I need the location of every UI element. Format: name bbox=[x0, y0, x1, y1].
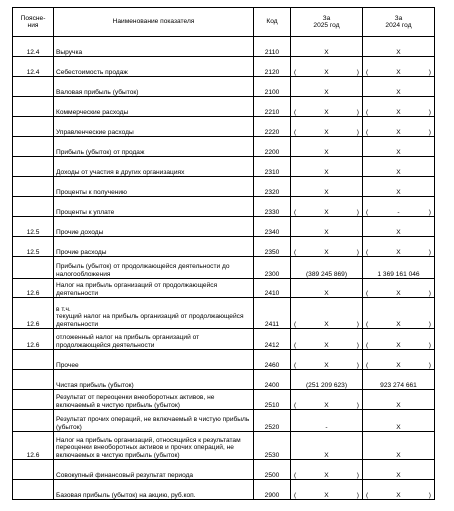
row-name: Коммерческие расходы bbox=[54, 97, 254, 117]
row-code: 2411 bbox=[254, 298, 291, 329]
close-paren: ) bbox=[428, 108, 431, 116]
open-paren: ( bbox=[294, 128, 297, 136]
row-name: Чистая прибыль (убыток) bbox=[54, 370, 254, 390]
open-paren: ( bbox=[366, 361, 369, 369]
open-paren: ( bbox=[294, 401, 297, 409]
close-paren: ) bbox=[428, 128, 431, 136]
header-year-2025: За 2025 год bbox=[291, 8, 363, 37]
table-row bbox=[13, 329, 435, 350]
row-value-2025-value: X bbox=[324, 68, 329, 76]
table-row bbox=[13, 177, 435, 197]
row-code: 2330 bbox=[254, 197, 291, 217]
open-paren: ( bbox=[294, 108, 297, 116]
row-value-2025-value: X bbox=[324, 188, 329, 196]
close-paren: ) bbox=[356, 128, 359, 136]
header-code: Код bbox=[254, 8, 291, 37]
row-value-2025-value: X bbox=[324, 148, 329, 156]
row-value-2025 bbox=[291, 480, 363, 500]
table-header bbox=[13, 8, 435, 37]
row-name: в т.ч. текущий налог на прибыль организаций от продолжающейся деятельности bbox=[54, 298, 254, 329]
row-value-2025-value: X bbox=[324, 289, 329, 297]
row-value-2025-value: X bbox=[324, 48, 329, 56]
row-name: Совокупный финансовый результат периода bbox=[54, 460, 254, 480]
row-value-2025-value: X bbox=[324, 341, 329, 349]
open-paren: ( bbox=[366, 108, 369, 116]
row-value-2025 bbox=[291, 279, 363, 298]
row-value-2025 bbox=[291, 37, 363, 57]
row-value-2025 bbox=[291, 217, 363, 237]
open-paren: ( bbox=[366, 208, 369, 216]
row-name: Результат прочих операций, не включаемый в чистую прибыль (убыток) bbox=[54, 410, 254, 432]
row-value-2025 bbox=[291, 410, 363, 432]
row-note bbox=[13, 137, 54, 157]
row-value-2025 bbox=[291, 117, 363, 137]
row-value-2024-value: X bbox=[396, 148, 401, 156]
row-value-2024-value: X bbox=[396, 168, 401, 176]
row-value-2024 bbox=[363, 279, 435, 298]
header-year-2024: За 2024 год bbox=[363, 8, 435, 37]
open-paren: ( bbox=[366, 320, 369, 328]
close-paren: ) bbox=[356, 401, 359, 409]
row-code: 2220 bbox=[254, 117, 291, 137]
row-value-2024 bbox=[363, 390, 435, 410]
row-value-2024-value: - bbox=[397, 208, 400, 216]
row-value-2024 bbox=[363, 137, 435, 157]
table-row bbox=[13, 432, 435, 460]
row-value-2024 bbox=[363, 257, 435, 279]
open-paren: ( bbox=[294, 320, 297, 328]
row-value-2024 bbox=[363, 177, 435, 197]
row-name: Прочие доходы bbox=[54, 217, 254, 237]
row-value-2025 bbox=[291, 390, 363, 410]
row-value-2025 bbox=[291, 177, 363, 197]
row-value-2024-value: X bbox=[396, 491, 401, 499]
row-note bbox=[13, 370, 54, 390]
row-name: Налог на прибыль организаций от продолжающейся деятельности bbox=[54, 279, 254, 298]
row-value-2024-value: X bbox=[396, 423, 401, 431]
table-row bbox=[13, 350, 435, 370]
row-value-2024 bbox=[363, 460, 435, 480]
row-name: Проценты к получению bbox=[54, 177, 254, 197]
row-code: 2530 bbox=[254, 432, 291, 460]
row-value-2025-value: X bbox=[324, 128, 329, 136]
row-value-2025 bbox=[291, 370, 363, 390]
row-value-2024-value: X bbox=[396, 341, 401, 349]
row-value-2024 bbox=[363, 197, 435, 217]
row-name: Прибыль (убыток) от продолжающейся деятельности до налогообложения bbox=[54, 257, 254, 279]
table-row bbox=[13, 390, 435, 410]
row-value-2025-value: X bbox=[324, 248, 329, 256]
row-value-2024-value: X bbox=[396, 320, 401, 328]
close-paren: ) bbox=[356, 471, 359, 479]
row-value-2024-value: X bbox=[396, 289, 401, 297]
open-paren: ( bbox=[366, 68, 369, 76]
row-note: 12.4 bbox=[13, 57, 54, 77]
row-code: 2310 bbox=[254, 157, 291, 177]
table-row bbox=[13, 137, 435, 157]
row-code: 2412 bbox=[254, 329, 291, 350]
row-name: Себестоимость продаж bbox=[54, 57, 254, 77]
row-code: 2320 bbox=[254, 177, 291, 197]
row-value-2024-value: X bbox=[396, 68, 401, 76]
row-code: 2350 bbox=[254, 237, 291, 257]
row-value-2025-value: X bbox=[324, 361, 329, 369]
row-value-2024-value: 1 369 161 046 bbox=[377, 270, 420, 278]
row-name: Управленческие расходы bbox=[54, 117, 254, 137]
row-note bbox=[13, 157, 54, 177]
row-name: отложенный налог на прибыль организаций от продолжающейся деятельности bbox=[54, 329, 254, 350]
row-note bbox=[13, 197, 54, 217]
row-code: 2410 bbox=[254, 279, 291, 298]
row-value-2025-value: X bbox=[324, 108, 329, 116]
close-paren: ) bbox=[356, 341, 359, 349]
row-value-2025 bbox=[291, 97, 363, 117]
row-value-2024-value: X bbox=[396, 188, 401, 196]
row-value-2025-value: X bbox=[324, 88, 329, 96]
row-value-2024-value: 923 274 661 bbox=[380, 381, 417, 389]
close-paren: ) bbox=[356, 68, 359, 76]
row-code: 2100 bbox=[254, 77, 291, 97]
row-value-2024 bbox=[363, 298, 435, 329]
row-note bbox=[13, 177, 54, 197]
row-value-2024 bbox=[363, 157, 435, 177]
header-name: Наименование показателя bbox=[54, 8, 254, 37]
row-name: Базовая прибыль (убыток) на акцию, руб.коп. bbox=[54, 480, 254, 500]
row-value-2024-value: X bbox=[396, 48, 401, 56]
row-value-2024 bbox=[363, 57, 435, 77]
row-note: 12.4 bbox=[13, 37, 54, 57]
row-value-2024-value: X bbox=[396, 401, 401, 409]
row-code: 2110 bbox=[254, 37, 291, 57]
table-row bbox=[13, 157, 435, 177]
row-value-2025-value: (389 245 869) bbox=[305, 270, 348, 278]
row-code: 2500 bbox=[254, 460, 291, 480]
row-name: Прибыль (убыток) от продаж bbox=[54, 137, 254, 157]
table-body bbox=[13, 37, 435, 500]
row-value-2025 bbox=[291, 237, 363, 257]
table-row bbox=[13, 217, 435, 237]
row-value-2024-value: X bbox=[396, 248, 401, 256]
row-value-2024-value: X bbox=[396, 108, 401, 116]
row-value-2025 bbox=[291, 77, 363, 97]
open-paren: ( bbox=[294, 471, 297, 479]
row-value-2024 bbox=[363, 37, 435, 57]
row-note bbox=[13, 117, 54, 137]
row-note: 12.6 bbox=[13, 298, 54, 329]
row-note: 12.5 bbox=[13, 237, 54, 257]
table-row bbox=[13, 197, 435, 217]
table-row bbox=[13, 117, 435, 137]
row-note: 12.5 bbox=[13, 217, 54, 237]
row-value-2024 bbox=[363, 97, 435, 117]
row-note bbox=[13, 257, 54, 279]
row-value-2025 bbox=[291, 432, 363, 460]
row-value-2024 bbox=[363, 77, 435, 97]
close-paren: ) bbox=[356, 248, 359, 256]
row-value-2025-value: (251 209 623) bbox=[305, 381, 348, 389]
row-value-2025-value: X bbox=[324, 228, 329, 236]
close-paren: ) bbox=[428, 289, 431, 297]
table-row bbox=[13, 298, 435, 329]
row-note: 12.6 bbox=[13, 279, 54, 298]
open-paren: ( bbox=[366, 491, 369, 499]
income-statement-table bbox=[12, 7, 435, 500]
open-paren: ( bbox=[294, 68, 297, 76]
table-row bbox=[13, 97, 435, 117]
row-value-2024 bbox=[363, 117, 435, 137]
row-value-2025 bbox=[291, 460, 363, 480]
open-paren: ( bbox=[294, 248, 297, 256]
row-code: 2900 bbox=[254, 480, 291, 500]
row-value-2024-value: X bbox=[396, 228, 401, 236]
row-code: 2340 bbox=[254, 217, 291, 237]
row-value-2024 bbox=[363, 350, 435, 370]
row-code: 2200 bbox=[254, 137, 291, 157]
row-value-2025 bbox=[291, 350, 363, 370]
row-value-2024 bbox=[363, 329, 435, 350]
close-paren: ) bbox=[356, 361, 359, 369]
row-value-2025-value: X bbox=[324, 451, 329, 459]
header-note: Поясне- ния bbox=[13, 8, 54, 37]
row-value-2025-value: X bbox=[324, 491, 329, 499]
row-value-2025 bbox=[291, 197, 363, 217]
row-value-2025 bbox=[291, 57, 363, 77]
row-value-2025-value: X bbox=[324, 208, 329, 216]
close-paren: ) bbox=[428, 341, 431, 349]
row-note bbox=[13, 390, 54, 410]
table-row bbox=[13, 370, 435, 390]
open-paren: ( bbox=[366, 341, 369, 349]
row-value-2024 bbox=[363, 370, 435, 390]
row-note bbox=[13, 460, 54, 480]
close-paren: ) bbox=[428, 208, 431, 216]
row-value-2024 bbox=[363, 432, 435, 460]
row-value-2024 bbox=[363, 217, 435, 237]
row-name: Прочие расходы bbox=[54, 237, 254, 257]
row-value-2024 bbox=[363, 237, 435, 257]
row-value-2024 bbox=[363, 410, 435, 432]
row-value-2025 bbox=[291, 298, 363, 329]
row-value-2025-value: X bbox=[324, 471, 329, 479]
row-value-2025-value: X bbox=[324, 168, 329, 176]
row-value-2024-value: X bbox=[396, 361, 401, 369]
row-note bbox=[13, 97, 54, 117]
row-name: Проценты к уплате bbox=[54, 197, 254, 217]
row-note bbox=[13, 350, 54, 370]
table-row bbox=[13, 410, 435, 432]
close-paren: ) bbox=[356, 108, 359, 116]
open-paren: ( bbox=[294, 361, 297, 369]
row-code: 2520 bbox=[254, 410, 291, 432]
open-paren: ( bbox=[294, 208, 297, 216]
open-paren: ( bbox=[294, 491, 297, 499]
row-note: 12.6 bbox=[13, 432, 54, 460]
row-value-2025 bbox=[291, 257, 363, 279]
table-row bbox=[13, 460, 435, 480]
close-paren: ) bbox=[428, 361, 431, 369]
open-paren: ( bbox=[294, 341, 297, 349]
row-name: Налог на прибыль организаций, относящийся к результатам переоценки внеоборотных активов и прочих операций, не включаемых в чистую прибыль (убыток) bbox=[54, 432, 254, 460]
row-value-2025-value: - bbox=[325, 423, 328, 431]
row-name: Результат от переоценки внеоборотных активов, не включаемый в чистую прибыль (убыток) bbox=[54, 390, 254, 410]
row-value-2024-value: X bbox=[396, 471, 401, 479]
close-paren: ) bbox=[428, 320, 431, 328]
open-paren: ( bbox=[366, 248, 369, 256]
row-note: 12.6 bbox=[13, 329, 54, 350]
row-code: 2120 bbox=[254, 57, 291, 77]
row-value-2024-value: X bbox=[396, 451, 401, 459]
table-row bbox=[13, 77, 435, 97]
table-row bbox=[13, 257, 435, 279]
table-row bbox=[13, 237, 435, 257]
open-paren: ( bbox=[366, 128, 369, 136]
row-name: Доходы от участия в других организациях bbox=[54, 157, 254, 177]
row-value-2025 bbox=[291, 329, 363, 350]
row-name: Валовая прибыль (убыток) bbox=[54, 77, 254, 97]
table-row bbox=[13, 279, 435, 298]
row-value-2025 bbox=[291, 157, 363, 177]
open-paren: ( bbox=[366, 289, 369, 297]
close-paren: ) bbox=[356, 320, 359, 328]
row-note bbox=[13, 480, 54, 500]
row-name: Выручка bbox=[54, 37, 254, 57]
row-code: 2400 bbox=[254, 370, 291, 390]
row-note bbox=[13, 77, 54, 97]
row-code: 2510 bbox=[254, 390, 291, 410]
row-name: Прочее bbox=[54, 350, 254, 370]
row-note bbox=[13, 410, 54, 432]
row-code: 2210 bbox=[254, 97, 291, 117]
close-paren: ) bbox=[428, 248, 431, 256]
row-code: 2460 bbox=[254, 350, 291, 370]
close-paren: ) bbox=[428, 68, 431, 76]
table-row bbox=[13, 57, 435, 77]
row-value-2025 bbox=[291, 137, 363, 157]
row-code: 2300 bbox=[254, 257, 291, 279]
row-value-2024-value: X bbox=[396, 128, 401, 136]
row-value-2024 bbox=[363, 480, 435, 500]
row-value-2024-value: X bbox=[396, 88, 401, 96]
row-value-2025-value: X bbox=[324, 320, 329, 328]
table-row bbox=[13, 37, 435, 57]
close-paren: ) bbox=[428, 491, 431, 499]
close-paren: ) bbox=[356, 491, 359, 499]
row-value-2025-value: X bbox=[324, 401, 329, 409]
table-row bbox=[13, 480, 435, 500]
close-paren: ) bbox=[356, 208, 359, 216]
